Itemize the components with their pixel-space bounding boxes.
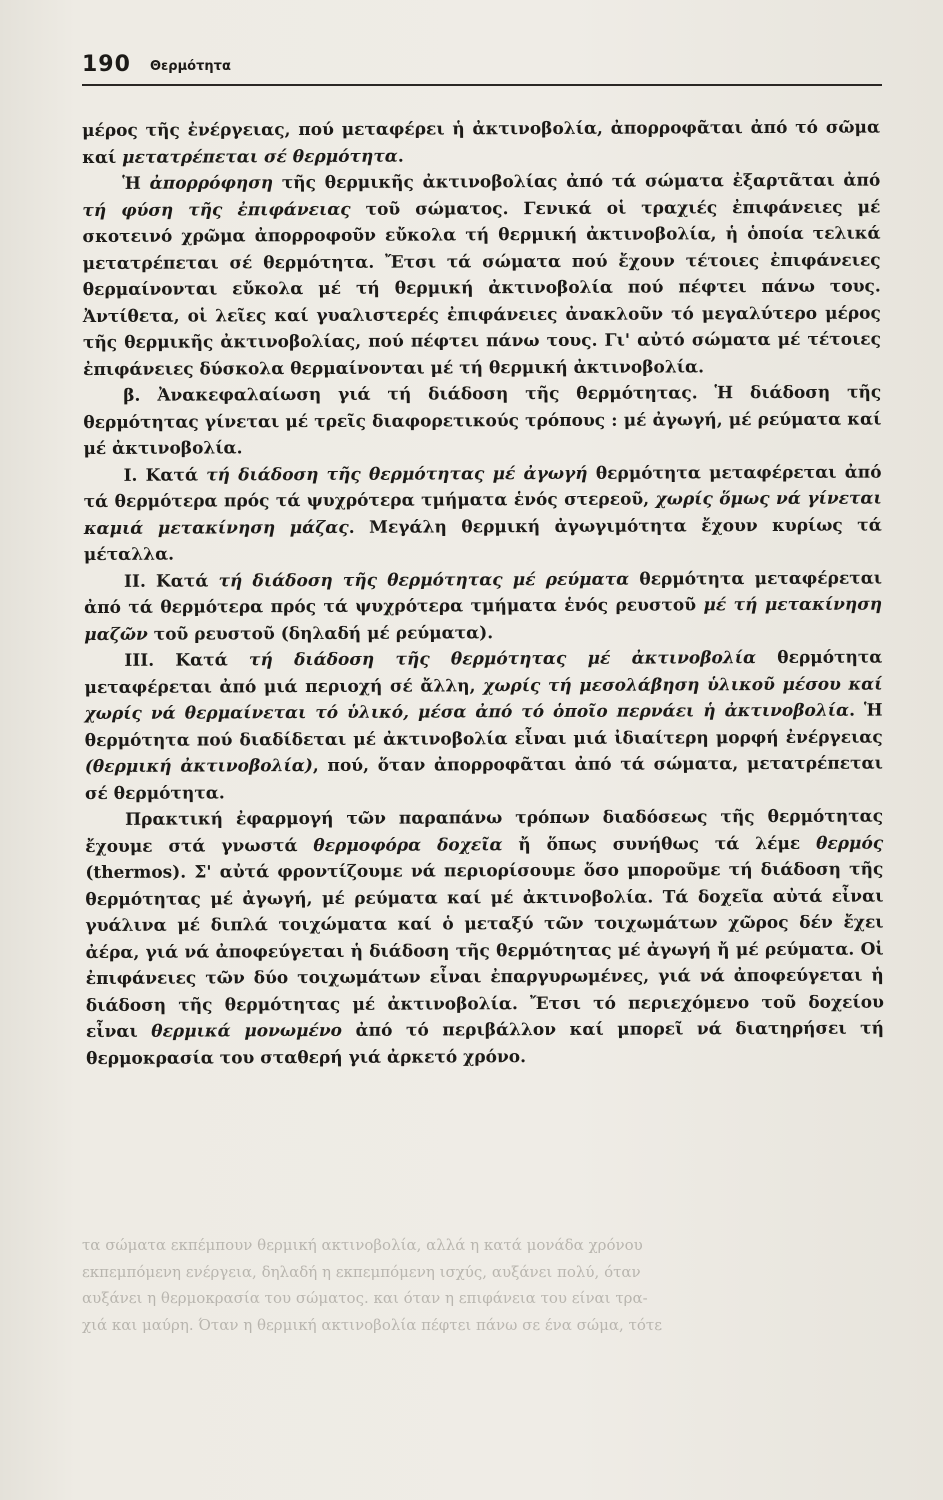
page-number: 190: [82, 52, 131, 77]
text-run: . Ἡ θερμότητα πού διαδίδεται μέ ἀκτινοβολία εἶναι μιά ἰδιαίτερη μορφή ἐνέργειας: [84, 700, 883, 751]
text-run: III. Κατά: [124, 650, 250, 671]
paragraph: [82, 168, 881, 383]
text-run: ἀπό τό περιβάλλον καί μπορεῖ νά διατηρήσει τή θερμοκρασία του σταθερή γιά ἀρκετό χρόνο.: [86, 1018, 885, 1069]
text-run: (thermos). Σ' αὐτά φροντίζουμε νά περιορίσουμε ὅσο μποροῦμε τή διάδοση τῆς θερμότητας μέ ἀγωγή, μέ ρεύματα καί μέ ἀκτινοβολία. Τά δοχεῖα αὐτά εἶναι γυάλινα μέ διπλά τοιχώματα καί ὁ μεταξύ τῶν τοιχωμάτων χῶρος δέν ἔχει ἀέρα, γιά νά ἀποφεύγεται ἡ διάδοση τῆς θερμότητας μέ ἀγωγή ἤ μέ ρεύματα. Οἱ ἐπιφάνειες τῶν δύο τοιχωμάτων εἶναι ἐπαργυρωμένες, γιά νά ἀποφεύγεται ἡ διάδοση τῆς θερμότητας μέ ἀκτινοβολία. Ἔτσι τό περιεχόμενο τοῦ δοχείου εἶναι: [85, 859, 884, 1042]
emphasis-text: μετατρέπεται σέ θερμότητα: [122, 146, 398, 168]
text-run: ἤ ὅπως συνήθως τά λέμε: [502, 833, 817, 855]
text-run: II. Κατά: [123, 570, 219, 592]
text-run: Πρακτική ἐφαρμογή τῶν παραπάνω τρόπων διαδόσεως τῆς θερμότητας ἔχουμε στά γνωστά: [85, 806, 884, 857]
emphasis-text: χωρίς ὅμως νά γίνεται καμιά μετακίνηση μάζας: [83, 488, 882, 539]
paragraph: [82, 115, 880, 171]
text-run: , πού, ὅταν ἀπορροφᾶται ἀπό τά σώματα, μετατρέπεται σέ θερμότητα.: [84, 753, 883, 804]
text-run: . Μεγάλη θερμική ἀγωγιμότητα ἔχουν κυρίως τά μέταλλα.: [83, 515, 882, 565]
paragraph: [85, 804, 884, 1072]
text-run: Ἡ: [122, 173, 150, 194]
emphasis-text: θερμός: [816, 833, 884, 854]
emphasis-text: τή φύση τῆς ἐπιφάνειας: [82, 199, 351, 221]
text-run: .: [397, 146, 404, 167]
running-head: Θερμότητα: [150, 59, 231, 74]
bleed-through-text: [82, 1232, 880, 1338]
emphasis-text: τή διάδοση τῆς θερμότητας μέ ἀγωγή: [206, 463, 588, 485]
bleed-line: τα σώματα εκπέμπουν θερμική ακτινοβολία, αλλά η κατά μονάδα χρόνου: [82, 1236, 643, 1254]
text-run: I. Κατά: [123, 464, 207, 486]
bleed-line: αυξάνει η θερμοκρασία του σώματος. και όταν η επιφάνεια του είναι τρα-: [82, 1289, 648, 1307]
text-run: μέρος τῆς ἐνέργειας, πού μεταφέρει ἡ ἀκτινοβολία, ἀπορροφᾶται ἀπό τό σῶμα καί: [82, 117, 881, 168]
paragraph: [83, 380, 881, 463]
emphasis-text: θερμικά μονωμένο: [151, 1020, 343, 1042]
body-text: [82, 115, 884, 1072]
emphasis-text: τή διάδοση τῆς θερμότητας μέ ἀκτινοβολία: [248, 648, 757, 671]
emphasis-text: ἀπορρόφηση: [149, 173, 274, 194]
paragraph: [84, 459, 882, 568]
text-run: τῆς θερμικῆς ἀκτινοβολίας ἀπό τά σώματα ἐξαρτᾶται ἀπό: [273, 170, 881, 194]
text-run: θερμότητα μεταφέρεται ἀπό τά θερμότερα πρός τά ψυχρότερα τμήματα ἑνός στερεοῦ,: [83, 462, 882, 512]
text-run: τοῦ ρευστοῦ (δηλαδή μέ ρεύματα).: [147, 622, 494, 645]
paragraph: [84, 645, 883, 807]
text-run: θερμότητα μεταφέρεται ἀπό τά θερμότερα πρός τά ψυχρότερα τμήματα ἑνός ρευστοῦ: [84, 568, 883, 618]
text-run: τοῦ σώματος. Γενικά οἱ τραχιές ἐπιφάνειες μέ σκοτεινό χρῶμα ἀπορροφοῦν εὔκολα τή θερμική ἀκτινοβολία, ἡ ὁποία τελικά μετατρέπεται σέ θερμότητα. Ἔτσι τά σώματα πού ἔχουν τέτοιες ἐπιφάνειες θερμαίνονται εὔκολα μέ τή θερμική ἀκτινοβολία πού πέφτει πάνω τους. Ἀντίθετα, οἱ λεῖες καί γυαλιστερές ἐπιφάνειες ἀνακλοῦν τό μεγαλύτερο μέρος τῆς θερμικῆς ἀκτινοβολίας, πού πέφτει πάνω τους. Γι' αὐτό σώματα μέ τέτοιες ἐπιφάνειες δύσκολα θερμαίνονται μέ τή θερμική ἀκτινοβολία.: [82, 197, 882, 380]
bleed-line: χιά και μαύρη. Όταν η θερμική ακτινοβολία πέφτει πάνω σε ένα σώμα, τότε: [82, 1315, 662, 1334]
emphasis-text: τή διάδοση τῆς θερμότητας μέ ρεύματα: [218, 569, 630, 591]
emphasis-text: (θερμική ἀκτινοβολία): [84, 755, 313, 777]
bleed-line: εκπεμπόμενη ενέργεια, δηλαδή η εκπεμπόμενη ισχύς, αυξάνει πολύ, όταν: [82, 1262, 641, 1281]
page-header: [82, 50, 882, 86]
text-run: β. Ἀνακεφαλαίωση γιά τή διάδοση τῆς θερμότητας. Ἡ διάδοση τῆς θερμότητας γίνεται μέ τρεῖς διαφορετικούς τρόπους : μέ ἀγωγή, μέ ρεύματα καί μέ ἀκτινοβολία.: [83, 382, 882, 459]
emphasis-text: θερμοφόρα δοχεῖα: [313, 834, 503, 856]
emphasis-text: μέ τή μετακίνηση μαζῶν: [84, 594, 883, 645]
emphasis-text: χωρίς τή μεσολάβηση ὑλικοῦ μέσου καί χωρίς νά θερμαίνεται τό ὑλικό, μέσα ἀπό τό ὁποῖο περνάει ἡ ἀκτινοβολία: [84, 674, 883, 724]
text-run: θερμότητα μεταφέρεται ἀπό μιά περιοχή σέ ἄλλη,: [84, 647, 883, 698]
paragraph: [84, 565, 882, 648]
